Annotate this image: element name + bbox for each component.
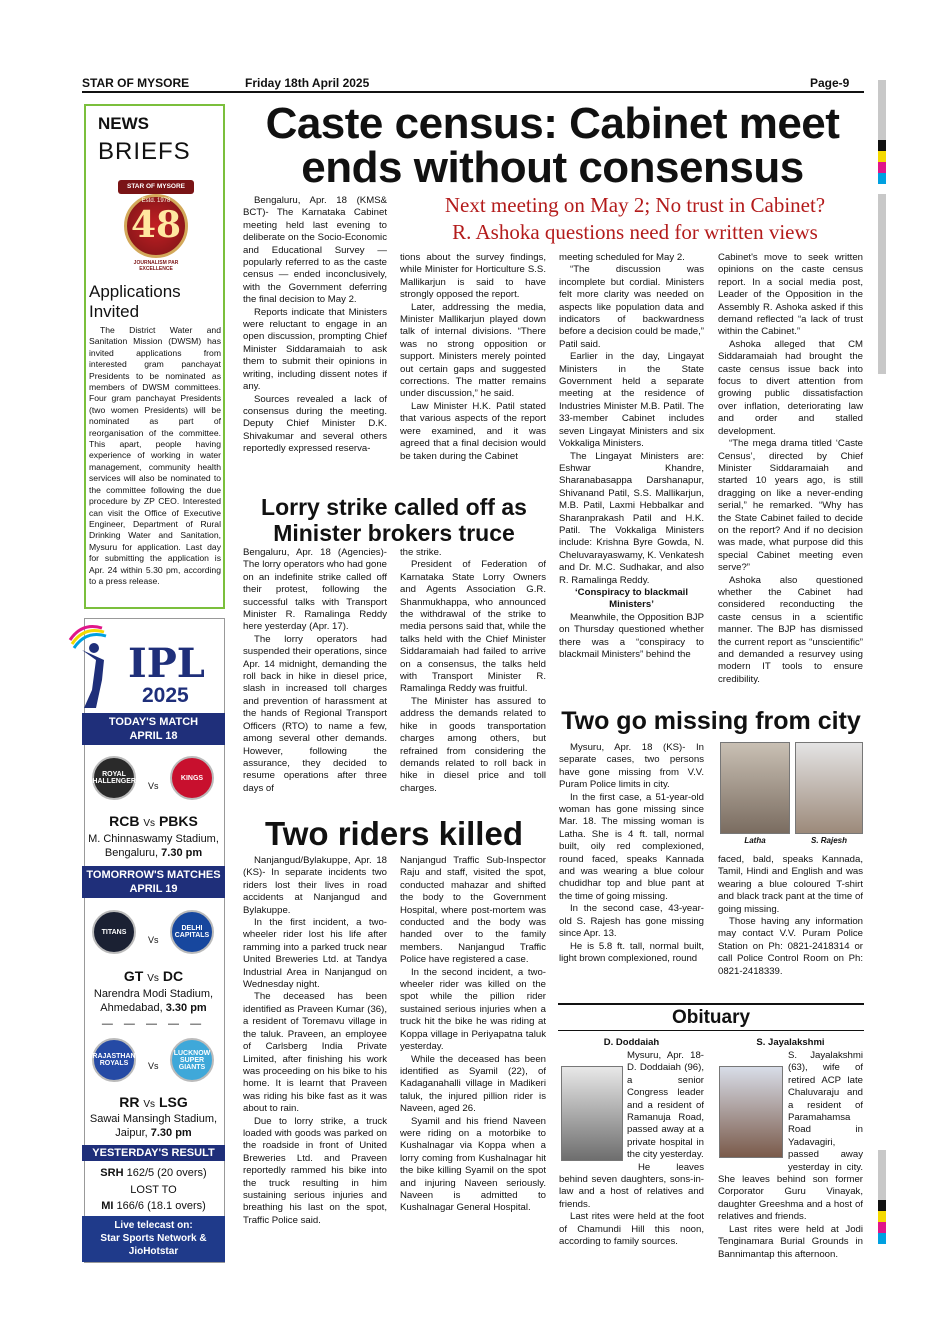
obit-col-2: S. Jayalakshmi (63), wife of retired ACP late Chaluvaraju and a resident of Paramahamsa Road in Yadavagiri, passed away yesterday in city. She leaves behind son former Corporator Guru Vinayak, daughter Greeshma and a host of relatives and friends. Last rites were held at Jodi Tenginamara Burial Grounds in Bannimantap this afternoon. bbox=[718, 1050, 863, 1260]
photo-spacer bbox=[718, 1050, 788, 1162]
lead-col-4: Cabinet's move to seek written opinions on the caste census report. In a social media post, Leader of the Opposition in the Assembly R. Ashoka asked if this demand reflected “a lack of trust within the Cabinet.” Ashoka alleged that CM Siddaramaiah had brought the caste census issue back into focus to divert attention from growing public dissatisfaction over inflation, deteriorating law and order and stalled development. “The mega drama titled ‘Caste Census’, directed by Chief Minister Siddaramaiah and started 10 years ago, is still dragging on like a never-ending serial,” he remarked. “Why has the State Cabinet failed to decide on the report? And if no decision was made, what purpose did this special Cabinet meeting even serve?” Ashoka also questioned whether the Cabinet had considered reconducting the caste census in a scientific manner. The BJP has dismissed the current report as “unscientific” and demanded a resurvey using modern IT tools to ensure credibility. bbox=[718, 252, 863, 685]
lorry-headline: Lorry strike called off as Minister brokers truce bbox=[261, 494, 527, 546]
lsg-logo: LUCKNOW SUPER GIANTS bbox=[170, 1038, 214, 1082]
dc-logo: DELHI CAPITALS bbox=[170, 910, 214, 954]
match3-venue: Sawai Mansingh Stadium, Jaipur, 7.30 pm bbox=[89, 1113, 218, 1139]
rr-logo: RAJASTHAN ROYALS bbox=[92, 1038, 136, 1082]
obit-col-1: Mysuru, Apr. 18- D. Doddaiah (96), a senior Congress leader and a resident of Ramanuja Road, passed away at a private hospital in the city yesterday. He leaves behind seven daughters, sons-in-law and a host of relatives and friends. Last rites were held at the foot of Chamundi Hill this noon, according to family sources. bbox=[559, 1050, 704, 1248]
tomorrow-bar: TOMORROW'S MATCHES APRIL 19 bbox=[82, 866, 225, 898]
missing-col-2: faced, bald, speaks Kannada, Tamil, Hindi and English and was wearing a blue coloured T-shirt and black track pant at the time of going missing. Those having any information may contact V.V. Puram Police Station on Ph: 0821-2418314 or call Police Control Room on Ph: 0821-2418339. bbox=[718, 854, 863, 977]
print-marks-bottom bbox=[878, 1150, 886, 1244]
ipl-title: IPL bbox=[128, 640, 205, 687]
lorry-col-2: the strike. President of Federation of Karnataka State Lorry Owners and Agents Association G.R. Shanmukhappa, who announced the withdrawal of the strike to media persons said that, while the talks held with the Chief Minister Siddaramaiah had failed to arrive on a consensus, the talks held with Transport Minister R. Ramalinga Reddy was fruitful. The Minister has assured to address the demands related to hike in goods transportation charges among others, but refrained from considering the demands related to roll back in hike in diesel price and toll charges. bbox=[400, 547, 546, 794]
lead-headline: Caste census: Cabinet meet ends without consensus bbox=[265, 99, 840, 192]
latha-caption: Latha bbox=[744, 836, 766, 845]
match1-teams: RCB Vs PBKS bbox=[109, 813, 198, 829]
brief-body: The District Water and Sanitation Mission (DWSM) has invited applications from interested gram panchayat Presidents to be nominated as members of DWSM committees. Four gram panchayat Presidents (two women Presidents) will be nominated as part of reorganisation of the committee. This apart, people having experience of working in water management, community health services will also be nominated to the committee following the due procedure by ZP CEO. Interested can visit the Office of Executive Engineer, Department of Rural Drinking Water and Sanitation, Mysuru for application. Last day for submitting the application is Apr. 24 within 5.30 pm, according to a press release. bbox=[89, 325, 221, 586]
anniversary-logo: STAR OF MYSORE Estd. 1978 48 JOURNALISM PAR EXCELLENCE bbox=[118, 172, 194, 276]
issue-date: Friday 18th April 2025 bbox=[245, 76, 370, 90]
obit-name-2: S. Jayalakshmi bbox=[756, 1037, 825, 1048]
lorry-col-1: Bengaluru, Apr. 18 (Agencies)- The lorry operators who had gone on an indefinite strike called off their protest, following the successful talks with Transport Minister R. Ramalinga Reddy here yesterday (Apr. 17). The lorry operators had suspended their operations, since Apr. 14 midnight, demanding the roll back in hike in diesel price, slash in increased toll charges and prevention of harassment at the hands of Regional Transport Officers (RTO) to name a few, among several other demands. However, following the assurance, they decided to resume operations after three days of bbox=[243, 547, 387, 794]
lead-subheadline: Next meeting on May 2; No trust in Cabinet? R. Ashoka questions need for written views bbox=[444, 193, 826, 244]
latha-photo bbox=[720, 742, 790, 834]
brief-headline: Applications Invited bbox=[89, 282, 181, 321]
photo-spacer bbox=[559, 1050, 627, 1162]
riders-col-1: Nanjangud/Bylakuppe, Apr. 18 (KS)- In separate incidents two riders lost their lives in road accidents at Nanjangud and Bylakuppe. In the first incident, a two-wheeler rider lost his life after ramming into a parked truck near United Breweries Ltd. at Tandya Industrial Area in Nanjangud on Wednesday night. The deceased has been identified as Praveen Kumar (36), a resident of Toremavu village in the taluk. Praveen, an employee of Carlsberg India Private Limited, after finishing his work was proceeding on his bike to his home. It is learnt that Praveen was riding his bike fast as it was about to rain. Due to lorry strike, a truck loaded with goods was parked on the roadside in front of United Breweries Ltd. and Praveen reportedly rammed his bike into the truck resulting in him sustaining serious injuries and breathing his last on the spot, Traffic Police said. bbox=[243, 855, 387, 1226]
riders-col-2: Nanjangud Traffic Sub-Inspector Raju and staff, visited the spot, conducted mahazar and shifted the body to the Government Hospital, where post-mortem was conducted and the body was handed over to the family members. Nanjangud Traffic Police have registered a case. In the second incident, a two-wheeler rider was killed on the spot while the pillion rider sustained serious injuries when a truck hit the bike he was riding at Koppa village in Periyapatna taluk yesterday. While the deceased has been identified as Syamil (22), of Kadaganahalli village in Madikeri taluk, the injured pillion rider is Naveen, aged 26. Syamil and his friend Naveen were riding on a motorbike to Kushalnagar via Koppa when a lorry coming from Kushalnagar hit the bike killing Syamil on the spot and injuring Naveen seriously. Naveen is admitted to Kushalnagar General Hospital. bbox=[400, 855, 546, 1214]
missing-col-1: Mysuru, Apr. 18 (KS)- In separate cases, two persons have gone missing from V.V. Puram Police limits in city. In the first case, a 51-year-old woman has gone missing since Mar. 18. The missing woman is Latha. She is 4 ft. tall, normal built, oily red complexioned, round faced, speaks Kannada and was wearing a blue colour chudidhar top and blue pant at the time of going missing. In the second case, 43-year-old S. Rajesh has gone missing since Apr. 13. He is 5.8 ft. tall, normal built, light brown complexioned, round bbox=[559, 742, 704, 964]
match2-teams: GT Vs DC bbox=[123, 968, 184, 984]
rcb-logo: ROYAL CHALLENGERS bbox=[92, 756, 136, 800]
news-label: NEWS bbox=[98, 114, 149, 133]
lead-col-1: Bengaluru, Apr. 18 (KMS& BCT)- The Karnataka Cabinet meeting held last evening to deliberate on the Socio-Economic and Educational Survey — popularly referred to as the caste census — ended inconclusively, with the Government deferring the final decision to May 2. Reports indicate that Ministers were reluctant to engage in an open discussion, prompting Chief Minister Siddaramaiah to ask them to submit their opinions in writing, including dissent notes if any. Sources revealed a lack of consensus during the meeting. Deputy Chief Minister D.K. Shivakumar and several others reportedly expressed reserva- bbox=[243, 195, 387, 455]
rajesh-photo bbox=[795, 742, 863, 834]
obituary-title: Obituary bbox=[671, 1007, 751, 1028]
page-number: Page-9 bbox=[810, 76, 850, 90]
lead-col-2: tions about the survey findings, while Minister for Horticulture S.S. Mallikarjun is said to have strongly opposed the report. Later, addressing the media, Minister Mallikarjun played down talk of internal divisions. “There was no strong opposition or support. Ministers merely pointed out certain gaps and suggested corrections. The matter remains under discussion,” he said. Law Minister H.K. Patil stated that various aspects of the report were examined, and it was agreed that a final decision would be taken during the Cabinet bbox=[400, 252, 546, 462]
result-1: SRH 162/5 (20 overs) bbox=[100, 1167, 207, 1179]
header-rule bbox=[82, 91, 864, 93]
paper-name: STAR OF MYSORE bbox=[82, 76, 190, 90]
match2-venue: Narendra Modi Stadium, Ahmedabad, 3.30 pm bbox=[93, 988, 214, 1014]
briefs-label: BRIEFS bbox=[98, 138, 191, 165]
pbks-logo: KINGS bbox=[170, 756, 214, 800]
rajesh-caption: S. Rajesh bbox=[810, 836, 847, 845]
gt-logo: TITANS bbox=[92, 910, 136, 954]
batsman-graphic bbox=[62, 620, 122, 710]
missing-headline: Two go missing from city bbox=[561, 707, 861, 735]
lead-col-3: meeting scheduled for May 2. “The discussion was incomplete but cordial. Ministers felt more clarity was needed on aspects like population data and indicators of backwardness before a decision could be made,” Patil said. Earlier in the day, Lingayat Ministers in the State Government held a separate meeting at the residence of Industries Minister M.B. Patil. The 33-member Cabinet includes seven Lingayat Ministers and six Vokkaliga Ministers. The Lingayat Ministers are: Eshwar Khandre, Sharanabasappa Darshanapur, Shivanand Patil, S.S. Mallikarjun, M.B. Patil, Laxmi Hebbalkar and Sharanprakash Patil and H.K. Patil. The Vokkaliga Ministers include: Krishna Byre Gowda, N. Cheluvarayaswamy, K. Venkatesh and Dr. M.C. Sudhakar, and also R. Ramalinga Reddy. ‘Conspiracy to blackmail Ministers’ Meanwhile, the Opposition BJP on Thursday questioned whether there was a “conspiracy to blackmail Ministers” behind the bbox=[559, 252, 704, 660]
todays-match-bar: TODAY'S MATCH APRIL 18 bbox=[82, 713, 225, 745]
match3-teams: RR Vs LSG bbox=[119, 1094, 188, 1110]
telecast-bar: Live telecast on: Star Sports Network & JioHotstar bbox=[82, 1216, 225, 1262]
riders-headline: Two riders killed bbox=[265, 815, 523, 852]
ipl-year: 2025 bbox=[142, 684, 189, 707]
result-2: MI 166/6 (18.1 overs) bbox=[101, 1200, 206, 1212]
yesterday-bar: YESTERDAY'S RESULT bbox=[82, 1145, 225, 1161]
match1-venue: M. Chinnaswamy Stadium, Bengaluru, 7.30 pm bbox=[88, 833, 219, 859]
print-marks bbox=[878, 80, 886, 374]
obit-name-1: D. Doddaiah bbox=[603, 1037, 660, 1048]
